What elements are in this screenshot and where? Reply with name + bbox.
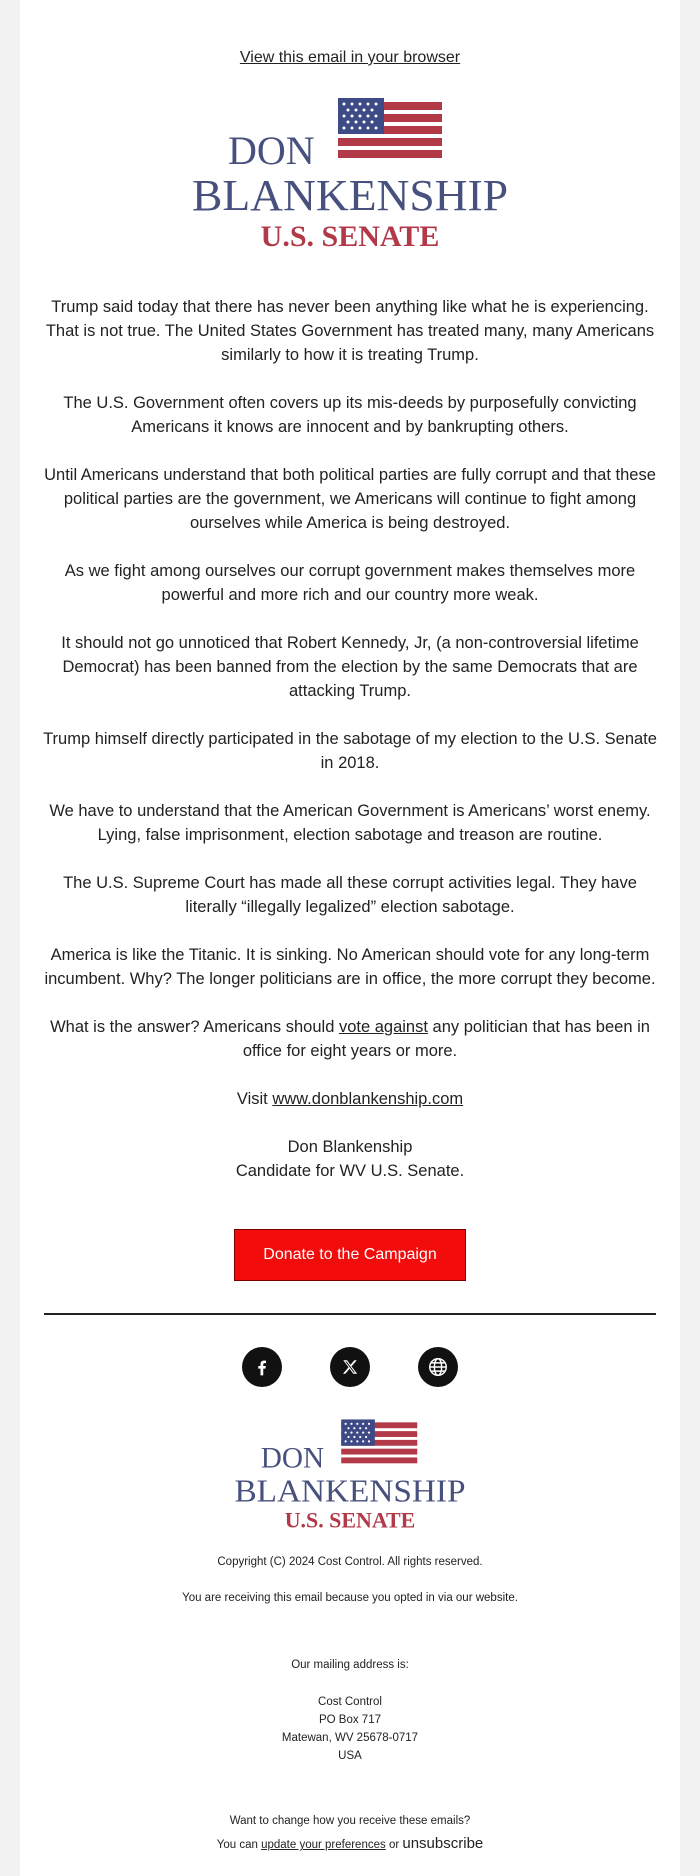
donate-row bbox=[20, 1229, 680, 1281]
body-paragraph: It should not go unnoticed that Robert Kennedy, Jr, (a non-controversial lifetime Democrat) has been banned from the election by the same Democrats that are attacking Trump. bbox=[61, 634, 639, 700]
logo-senate: U.S. SENATE bbox=[260, 220, 440, 252]
body-paragraph: We have to understand that the American Government is Americans’ worst enemy. Lying, false imprisonment, election sabotage and treason are routine. bbox=[49, 802, 651, 844]
logo-name-first: DON bbox=[228, 128, 315, 173]
you-can-text: You can bbox=[216, 1839, 262, 1851]
footer-logo bbox=[20, 1416, 680, 1534]
address-line: USA bbox=[338, 1750, 362, 1762]
website-globe-icon bbox=[427, 1356, 449, 1378]
american-flag-icon bbox=[341, 1419, 417, 1463]
or-text: or bbox=[385, 1839, 403, 1851]
mailing-address bbox=[20, 1693, 680, 1765]
website-link[interactable]: www.donblankenship.com bbox=[272, 1090, 464, 1108]
social-links bbox=[20, 1347, 680, 1387]
update-preferences-link[interactable]: update your preferences bbox=[261, 1839, 386, 1851]
body-paragraph: Trump said today that there has never been anything like what he is experiencing. That is not true. The United States Government has treated many, many Americans similarly to how it is treating Trump. bbox=[45, 298, 655, 364]
logo-name-first: DON bbox=[260, 1442, 325, 1475]
answer-paragraph bbox=[42, 1015, 658, 1063]
view-in-browser-row bbox=[20, 49, 680, 67]
body-paragraph: America is like the Titanic. It is sinking. No American should vote for any long-term incumbent. Why? The longer politicians are in office, the more corrupt they become. bbox=[44, 946, 656, 988]
logo-name-last: BLANKENSHIP bbox=[234, 1472, 466, 1509]
change-prompt: Want to change how you receive these emails? bbox=[229, 1815, 471, 1827]
opt-in-reason: You are receiving this email because you opted in via our website. bbox=[182, 1592, 518, 1604]
answer-text-after: any politician that has been in office for eight years or more. bbox=[242, 1018, 650, 1060]
address-line: Matewan, WV 25678-0717 bbox=[281, 1732, 419, 1744]
american-flag-icon bbox=[338, 98, 442, 158]
answer-text-before: What is the answer? Americans should bbox=[50, 1018, 339, 1036]
website-link-icon-button[interactable] bbox=[418, 1347, 458, 1387]
header-logo bbox=[20, 96, 680, 252]
copyright: Copyright (C) 2024 Cost Control. All rights reserved. bbox=[217, 1556, 483, 1568]
signature-title: Candidate for WV U.S. Senate. bbox=[235, 1162, 465, 1180]
facebook-icon bbox=[252, 1357, 272, 1377]
address-line: Cost Control bbox=[318, 1696, 382, 1708]
signature bbox=[42, 1135, 658, 1183]
x-link[interactable] bbox=[330, 1347, 370, 1387]
body-paragraph: The U.S. Government often covers up its mis-deeds by purposefully convicting Americans it knows are innocent and by bankrupting others. bbox=[63, 394, 637, 436]
campaign-logo-small bbox=[233, 1416, 467, 1534]
mailing-address-heading: Our mailing address is: bbox=[291, 1659, 409, 1671]
logo-senate: U.S. SENATE bbox=[284, 1507, 416, 1533]
preferences-row bbox=[20, 1835, 680, 1852]
body-paragraph: Until Americans understand that both political parties are fully corrupt and that these political parties are the government, we Americans will continue to fight among ourselves while America is being destroyed. bbox=[44, 466, 656, 532]
view-in-browser-link[interactable]: View this email in your browser bbox=[239, 49, 461, 66]
body-paragraph: As we fight among ourselves our corrupt government makes themselves more powerful and more rich and our country more weak. bbox=[64, 562, 636, 604]
email-body bbox=[20, 0, 680, 1876]
body-paragraph: Trump himself directly participated in the sabotage of my election to the U.S. Senate in 2018. bbox=[43, 730, 657, 772]
vote-against-link[interactable]: vote against bbox=[338, 1018, 428, 1036]
visit-paragraph bbox=[42, 1087, 658, 1111]
body-paragraph: The U.S. Supreme Court has made all these corrupt activities legal. They have literally “illegally legalized” election sabotage. bbox=[63, 874, 637, 916]
logo-name-last: BLANKENSHIP bbox=[192, 171, 508, 220]
visit-prefix: Visit bbox=[236, 1090, 273, 1108]
message-body bbox=[42, 295, 658, 1183]
campaign-logo bbox=[190, 96, 510, 252]
donate-button[interactable]: Donate to the Campaign bbox=[234, 1229, 466, 1281]
divider bbox=[44, 1313, 656, 1315]
address-line: PO Box 717 bbox=[318, 1714, 381, 1726]
unsubscribe-link[interactable]: unsubscribe bbox=[402, 1835, 484, 1852]
x-icon bbox=[341, 1358, 359, 1376]
facebook-link[interactable] bbox=[242, 1347, 282, 1387]
signature-name: Don Blankenship bbox=[287, 1138, 413, 1156]
